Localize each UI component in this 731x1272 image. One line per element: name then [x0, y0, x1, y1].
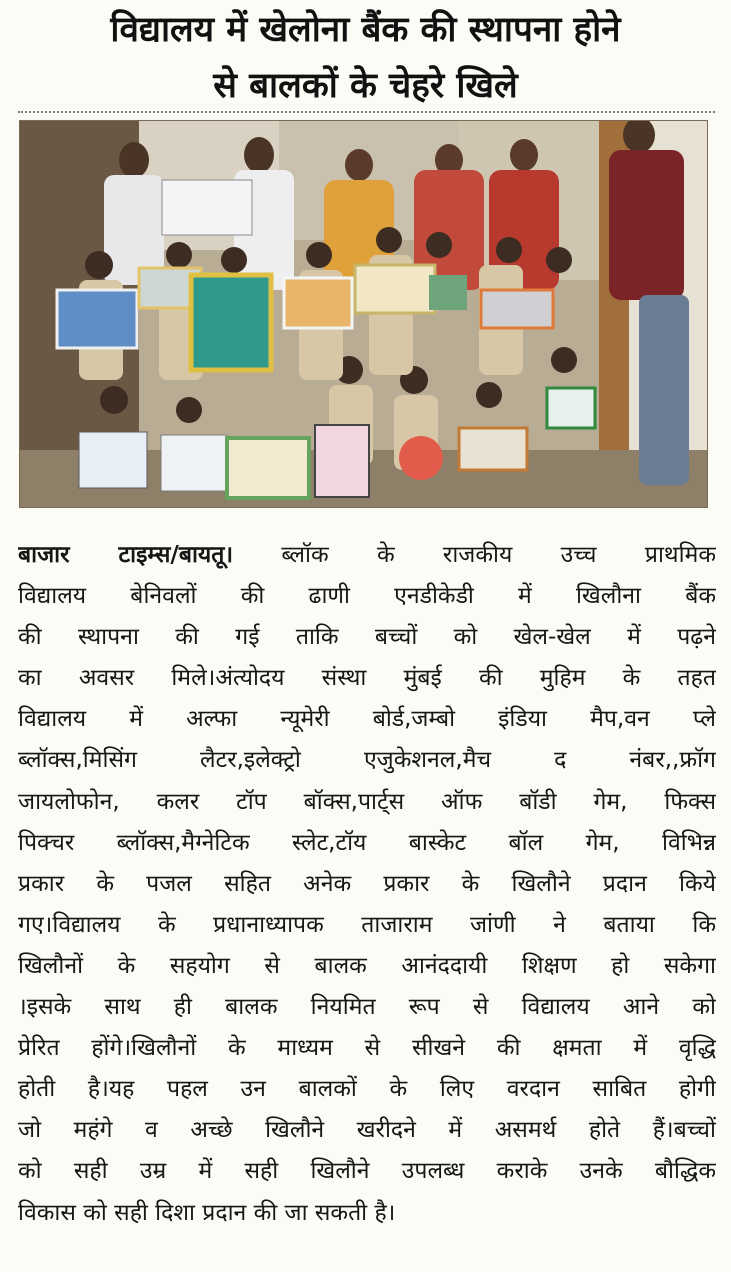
body-line: प्रकार के पजल सहित अनेक प्रकार के खिलौने प्रदान किये: [18, 870, 716, 897]
headline: [0, 2, 731, 114]
body-line: विकास को सही दिशा प्रदान की जा सकती है।: [18, 1199, 396, 1226]
body-line: जायलोफोन, कलर टॉप बॉक्स,पार्ट्स ऑफ बॉडी गेम, फिक्स: [18, 788, 716, 815]
body-line: विद्यालय में अल्फा न्यूमेरी बोर्ड,जम्बो इंडिया मैप,वन प्ले: [18, 706, 716, 733]
body-line-text: ब्लॉक के राजकीय उच्च प्राथमिक: [233, 542, 716, 568]
body-line: [18, 535, 716, 576]
body-line: को सही उम्र में सही खिलौने उपलब्ध कराके उनके बौद्धिक: [18, 1158, 716, 1185]
body-line: प्रेरित होंगे।खिलौनों के माध्यम से सीखने की क्षमता में वृद्धि: [18, 1035, 716, 1062]
body-line: की स्थापना की गई ताकि बच्चों को खेल-खेल में पढ़ने: [18, 624, 716, 651]
headline-line-1: विद्यालय में खेलोना बैंक की स्थापना होने: [110, 10, 621, 50]
body-line: जो महंगे व अच्छे खिलौने खरीदने में असमर्थ होते हैं।बच्चों: [18, 1117, 716, 1144]
body-line: गए।विद्यालय के प्रधानाध्यापक ताजाराम जांणी ने बताया कि: [18, 911, 716, 938]
body-line: का अवसर मिले।अंत्योदय संस्था मुंबई की मुहिम के तहत: [18, 665, 716, 692]
headline-divider: [18, 111, 715, 113]
body-line: ब्लॉक्स,मिसिंग लैटर,इलेक्ट्रो एजुकेशनल,मैच द नंबर,,फ्रॉग: [18, 747, 716, 774]
body-line: विद्यालय बेनिवलों की ढाणी एनडीकेडी में खिलौना बैंक: [18, 583, 716, 610]
headline-line-2: से बालकों के चेहरे खिले: [213, 66, 518, 106]
body-line: खिलौनों के सहयोग से बालक आनंददायी शिक्षण हो सकेगा: [18, 952, 716, 979]
news-photo: [19, 120, 708, 508]
article-body: [18, 535, 716, 1234]
body-line: पिक्चर ब्लॉक्स,मैग्नेटिक स्लेट,टॉय बास्केट बॉल गेम, विभिन्न: [18, 829, 716, 856]
dateline: बाजार टाइम्स/बायतू।: [18, 542, 234, 568]
body-line: होती है।यह पहल उन बालकों के लिए वरदान साबित होगी: [18, 1076, 716, 1103]
body-line: ।इसके साथ ही बालक नियमित रूप से विद्यालय आने को: [18, 994, 716, 1021]
photo-illustration: [19, 120, 708, 508]
